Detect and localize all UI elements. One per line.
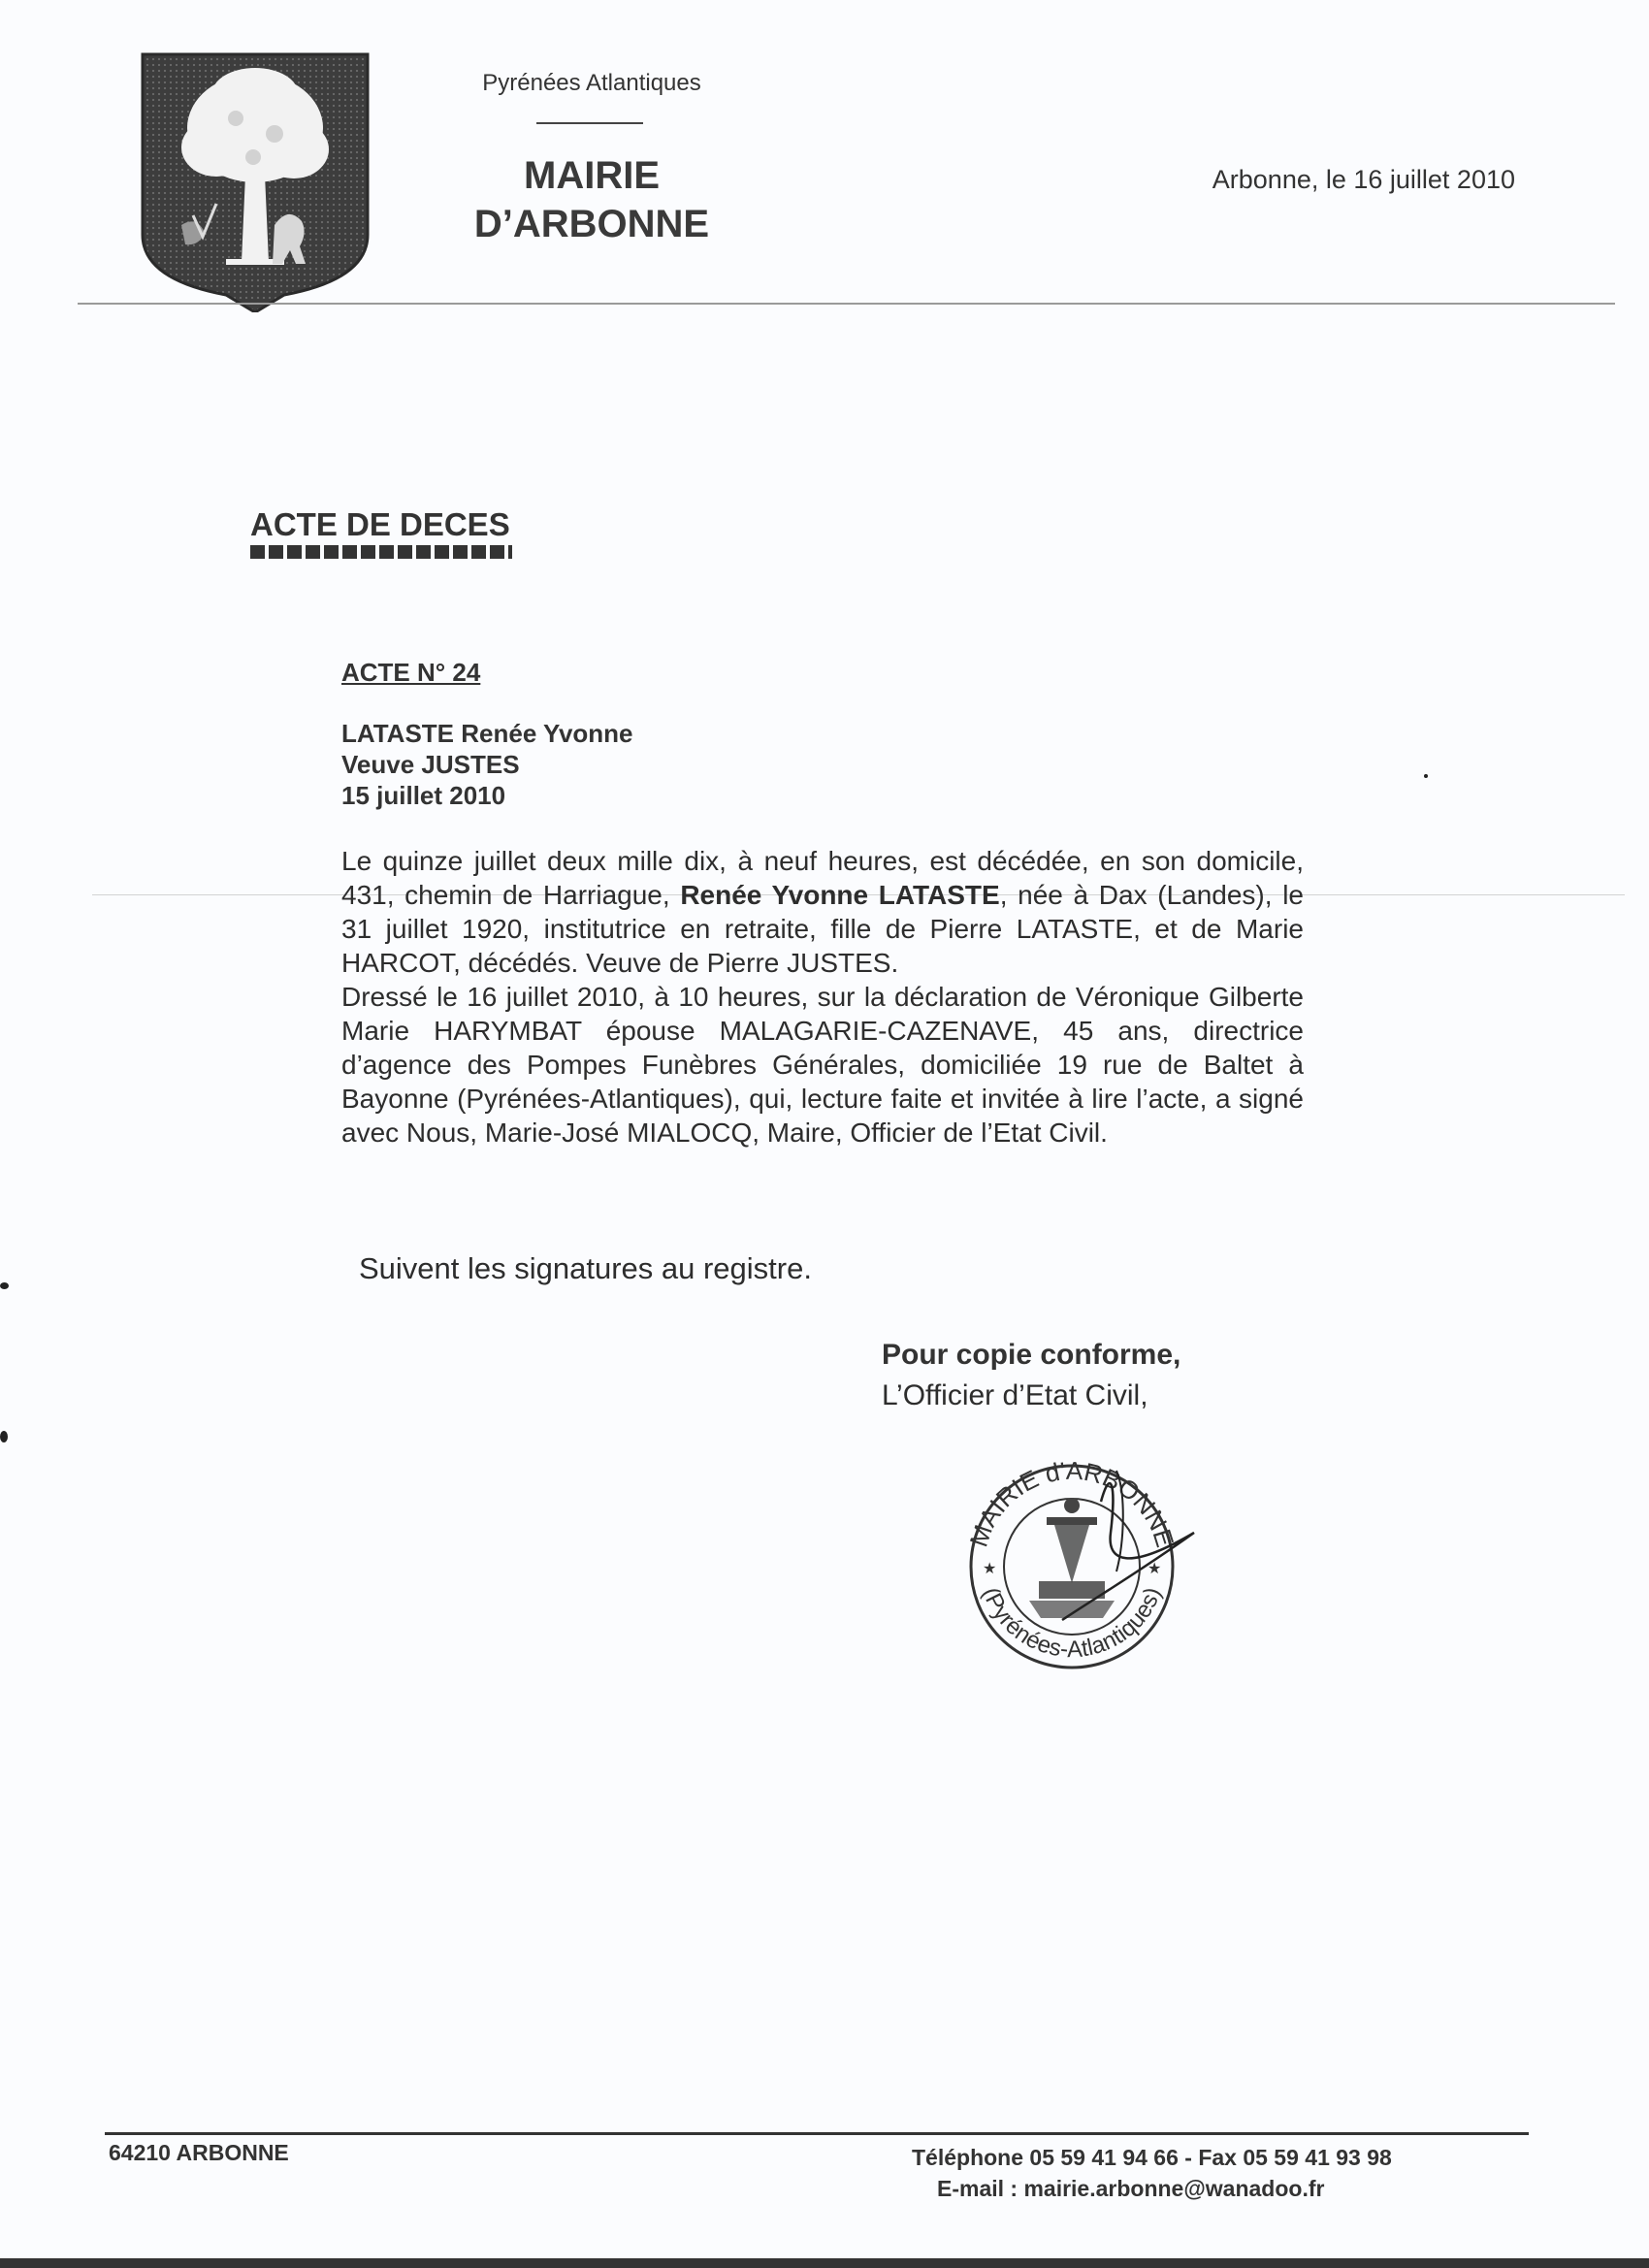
- coat-of-arms-icon: [139, 50, 372, 312]
- document-date: Arbonne, le 16 juillet 2010: [1212, 165, 1515, 194]
- body-text-paragraph2: Dressé le 16 juillet 2010, à 10 heures, sur la déclaration de Véronique Gilberte Marie HARYMBAT épouse MALAGARIE-CAZENAVE, 45 ans, directrice d’agence des Pompes Funèbres Générales, domiciliée 19 rue de Baltet à Bayonne (Pyrénées-Atlantiques), qui, lecture faite et invitée à lire l’acte, a signé avec Nous, Marie-José MIALOCQ, Maire, Officier de l’Etat Civil.: [341, 982, 1304, 1148]
- mairie-title-line1: MAIRIE: [524, 154, 660, 197]
- footer-address: 64210 ARBONNE: [109, 2140, 289, 2165]
- scan-speck: [0, 1282, 9, 1289]
- acte-number: ACTE N° 24: [341, 658, 481, 687]
- deceased-summary: [341, 718, 633, 811]
- seal-bottom-text: (Pyrénées-Atlantiques): [977, 1584, 1167, 1664]
- officier-label: L’Officier d’Etat Civil,: [882, 1379, 1148, 1411]
- signatures-note: Suivent les signatures au registre.: [359, 1251, 812, 1285]
- svg-text:★: ★: [983, 1561, 997, 1577]
- footer-divider: [105, 2132, 1529, 2135]
- body-text-part2: , née à Dax (Landes), le 31 juillet 1920, institutrice en retraite, fille de Pierre LATASTE, et de Marie HARCOT, décédés. Veuve de Pierre JUSTES.: [341, 880, 1304, 978]
- divider: [536, 122, 643, 124]
- title-underline: [250, 545, 512, 559]
- document-title: ACTE DE DECES: [250, 506, 510, 542]
- scan-speck: [0, 1431, 8, 1442]
- mairie-title-line2: D’ARBONNE: [473, 203, 710, 245]
- body-text-part1: Le quinze juillet deux mille dix, à neuf heures, est décédée, en son domicile, 431, chemin de Harriague,: [341, 846, 1304, 910]
- footer-phone-fax: Téléphone 05 59 41 94 66 - Fax 05 59 41 93 98: [912, 2145, 1392, 2170]
- deceased-status: Veuve JUSTES: [341, 750, 520, 779]
- deceased-name: LATASTE Renée Yvonne: [341, 719, 633, 748]
- scan-speck: [1424, 774, 1428, 778]
- mairie-title: [388, 151, 795, 248]
- official-seal-icon: [946, 1455, 1208, 1678]
- footer-contact: [912, 2142, 1392, 2204]
- header-divider: [78, 303, 1615, 305]
- svg-text:★: ★: [1148, 1561, 1162, 1577]
- footer-email: E-mail : mairie.arbonne@wanadoo.fr: [937, 2176, 1325, 2201]
- body-text-name: Renée Yvonne LATASTE: [680, 880, 1000, 910]
- region-label: Pyrénées Atlantiques: [482, 70, 701, 96]
- copie-conforme: Pour copie conforme,: [882, 1339, 1181, 1371]
- death-date: 15 juillet 2010: [341, 781, 506, 810]
- scan-edge: [0, 2258, 1649, 2268]
- acte-body: [341, 844, 1304, 1150]
- seal-top-text: MAIRIE d'ARBONNE: [963, 1455, 1180, 1551]
